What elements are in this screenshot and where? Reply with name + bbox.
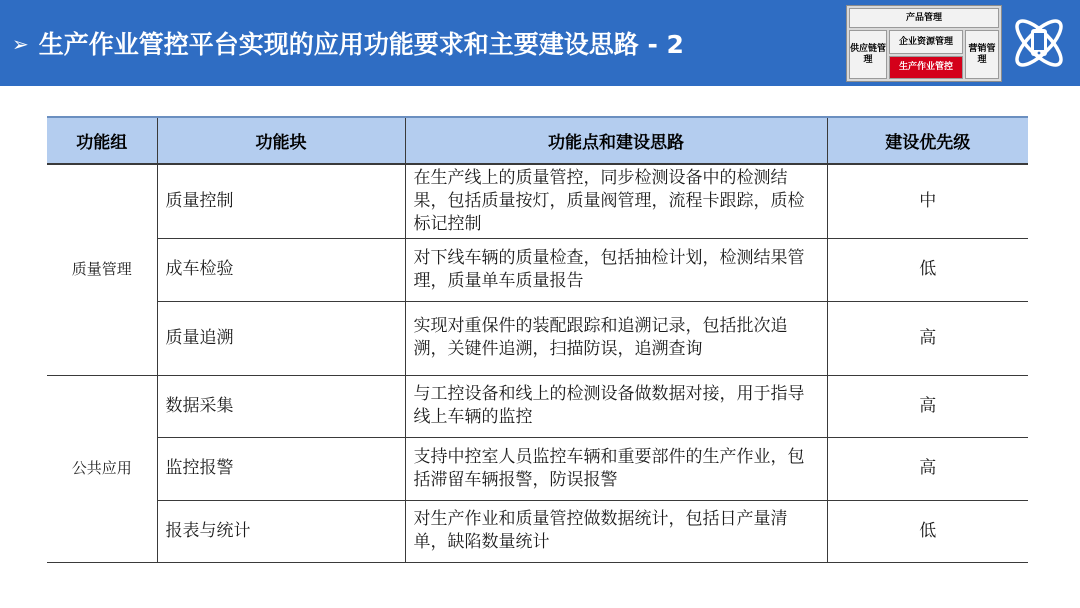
page-title — [12, 26, 684, 62]
priority-cell: 低 — [827, 500, 1028, 562]
priority-cell: 高 — [827, 437, 1028, 500]
block-cell: 数据采集 — [157, 375, 405, 437]
header-priority: 建设优先级 — [827, 117, 1028, 164]
block-cell: 质量追溯 — [157, 301, 405, 375]
block-cell: 监控报警 — [157, 437, 405, 500]
page-title-text: 生产作业管控平台实现的应用功能要求和主要建设思路 - 2 — [38, 30, 684, 59]
table-row — [47, 238, 1028, 301]
priority-cell: 低 — [827, 238, 1028, 301]
header-function-group: 功能组 — [47, 117, 157, 164]
diagram-production-control: 生产作业管控 — [889, 56, 963, 79]
header-bar — [0, 0, 1080, 86]
atom-phone-icon — [1006, 8, 1072, 78]
priority-cell: 中 — [827, 164, 1028, 238]
header-function-block: 功能块 — [157, 117, 405, 164]
point-cell: 对下线车辆的质量检查，包括抽检计划，检测结果管理，质量单车质量报告 — [405, 238, 827, 301]
priority-cell: 高 — [827, 301, 1028, 375]
group-cell: 质量管理 — [47, 164, 157, 375]
table-row — [47, 301, 1028, 375]
group-cell: 公共应用 — [47, 375, 157, 562]
priority-cell: 高 — [827, 375, 1028, 437]
point-cell: 实现对重保件的装配跟踪和追溯记录，包括批次追溯，关键件追溯，扫描防误，追溯查询 — [405, 301, 827, 375]
block-cell: 报表与统计 — [157, 500, 405, 562]
diagram-marketing: 营销管理 — [965, 30, 999, 79]
table-row — [47, 500, 1028, 562]
table-header-row — [47, 117, 1028, 164]
diagram-product-management: 产品管理 — [849, 8, 999, 28]
system-architecture-diagram — [846, 5, 1002, 82]
diagram-supply-chain: 供应链管理 — [849, 30, 887, 79]
header-function-points: 功能点和建设思路 — [405, 117, 827, 164]
block-cell: 成车检验 — [157, 238, 405, 301]
point-cell: 支持中控室人员监控车辆和重要部件的生产作业，包括滞留车辆报警，防误报警 — [405, 437, 827, 500]
point-cell: 对生产作业和质量管控做数据统计，包括日产量清单，缺陷数量统计 — [405, 500, 827, 562]
function-table — [47, 116, 1028, 563]
block-cell: 质量控制 — [157, 164, 405, 238]
point-cell: 与工控设备和线上的检测设备做数据对接，用于指导线上车辆的监控 — [405, 375, 827, 437]
table-row — [47, 164, 1028, 238]
point-cell: 在生产线上的质量管控，同步检测设备中的检测结果，包括质量按灯，质量阀管理，流程卡跟踪，质检标记控制 — [405, 164, 827, 238]
arrow-bullet-icon: ➢ — [12, 32, 29, 56]
table-row — [47, 375, 1028, 437]
diagram-erp: 企业资源管理 — [889, 30, 963, 54]
table-row — [47, 437, 1028, 500]
